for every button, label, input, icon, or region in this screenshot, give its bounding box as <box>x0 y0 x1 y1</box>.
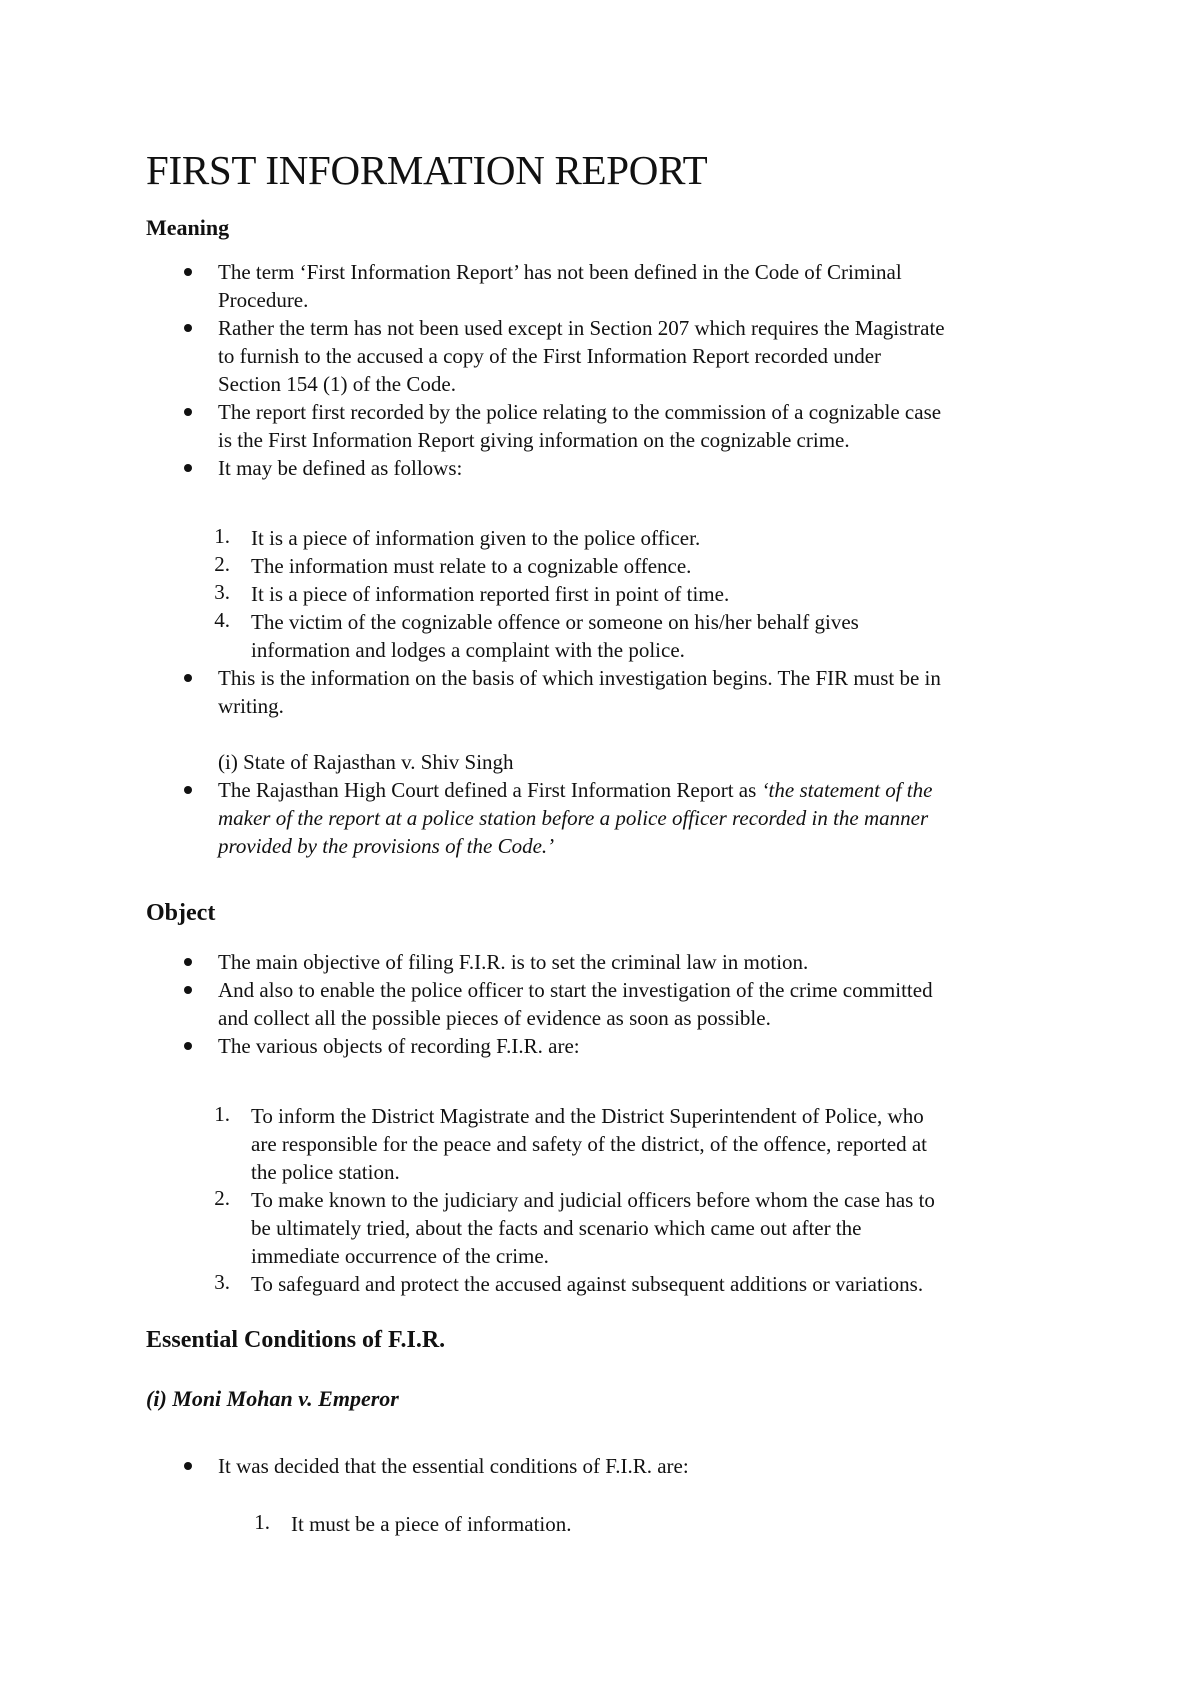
object-bullet-3: The various objects of recording F.I.R. are: <box>218 1034 580 1058</box>
essential-bullet-1: It was decided that the essential conditions of F.I.R. are: <box>218 1454 689 1478</box>
bullet-icon <box>184 1042 192 1050</box>
bullet-icon <box>184 986 192 994</box>
object-item: To inform the District Magistrate and the District Superintendent of Police, who are responsible for the peace and safety of the district, of the offence, reported at the police station. <box>251 1104 927 1184</box>
definition-item: The information must relate to a cognizable offence. <box>251 554 692 578</box>
case-reference: (i) State of Rajasthan v. Shiv Singh <box>218 750 514 774</box>
case-reference: (i) Moni Mohan v. Emperor <box>146 1386 399 1411</box>
bullet-icon <box>184 464 192 472</box>
list-number: 1. <box>214 524 230 548</box>
page-title: FIRST INFORMATION REPORT <box>146 147 708 193</box>
meaning-bullet-4: It may be defined as follows: <box>218 456 463 480</box>
bullet-icon <box>184 408 192 416</box>
section-heading-essential-conditions: Essential Conditions of F.I.R. <box>146 1327 446 1353</box>
bullet-icon <box>184 674 192 682</box>
list-number: 3. <box>214 580 230 604</box>
definition-item: It is a piece of information reported first in point of time. <box>251 582 730 606</box>
list-number: 3. <box>214 1270 230 1294</box>
object-bullet-1: The main objective of filing F.I.R. is to set the criminal law in motion. <box>218 950 809 974</box>
definition-item: It is a piece of information given to the police officer. <box>251 526 701 550</box>
list-number: 1. <box>254 1510 270 1534</box>
list-number: 4. <box>214 608 230 632</box>
list-number: 2. <box>214 1186 230 1210</box>
bullet-icon <box>184 324 192 332</box>
section-heading-meaning: Meaning <box>146 215 230 240</box>
section-heading-object: Object <box>146 900 216 926</box>
bullet-icon <box>184 786 192 794</box>
list-number: 1. <box>214 1102 230 1126</box>
object-item: To safeguard and protect the accused against subsequent additions or variations. <box>251 1272 924 1296</box>
condition-item: It must be a piece of information. <box>291 1512 572 1536</box>
list-number: 2. <box>214 552 230 576</box>
meaning-bullet-1: The term ‘First Information Report’ has not been defined in the Code of Criminal Procedure. <box>218 260 902 312</box>
object-item: To make known to the judiciary and judicial officers before whom the case has to be ultimately tried, about the facts and scenario which came out after the immediate occurrence of the crime. <box>251 1188 935 1268</box>
meaning-bullet-2: Rather the term has not been used except in Section 207 which requires the Magistrate to furnish to the accused a copy of the First Information Report recorded under Section 154 (1) of the Code. <box>218 316 945 396</box>
bullet-icon <box>184 268 192 276</box>
bullet-icon <box>184 1462 192 1470</box>
meaning-bullet-3: The report first recorded by the police relating to the commission of a cognizable case is the First Information Report giving information on the cognizable crime. <box>218 400 942 452</box>
object-bullet-2: And also to enable the police officer to start the investigation of the crime committed and collect all the possible pieces of evidence as soon as possible. <box>218 978 933 1030</box>
definition-item: The victim of the cognizable offence or someone on his/her behalf gives information and lodges a complaint with the police. <box>251 610 859 662</box>
meaning-bullet-5: This is the information on the basis of which investigation begins. The FIR must be in writing. <box>218 666 941 718</box>
meaning-bullet-6: The Rajasthan High Court defined a First Information Report as ‘the statement of the maker of the report at a police station before a police officer recorded in the manner provided by the provisions of the Code.’ <box>218 778 933 858</box>
bullet-icon <box>184 958 192 966</box>
